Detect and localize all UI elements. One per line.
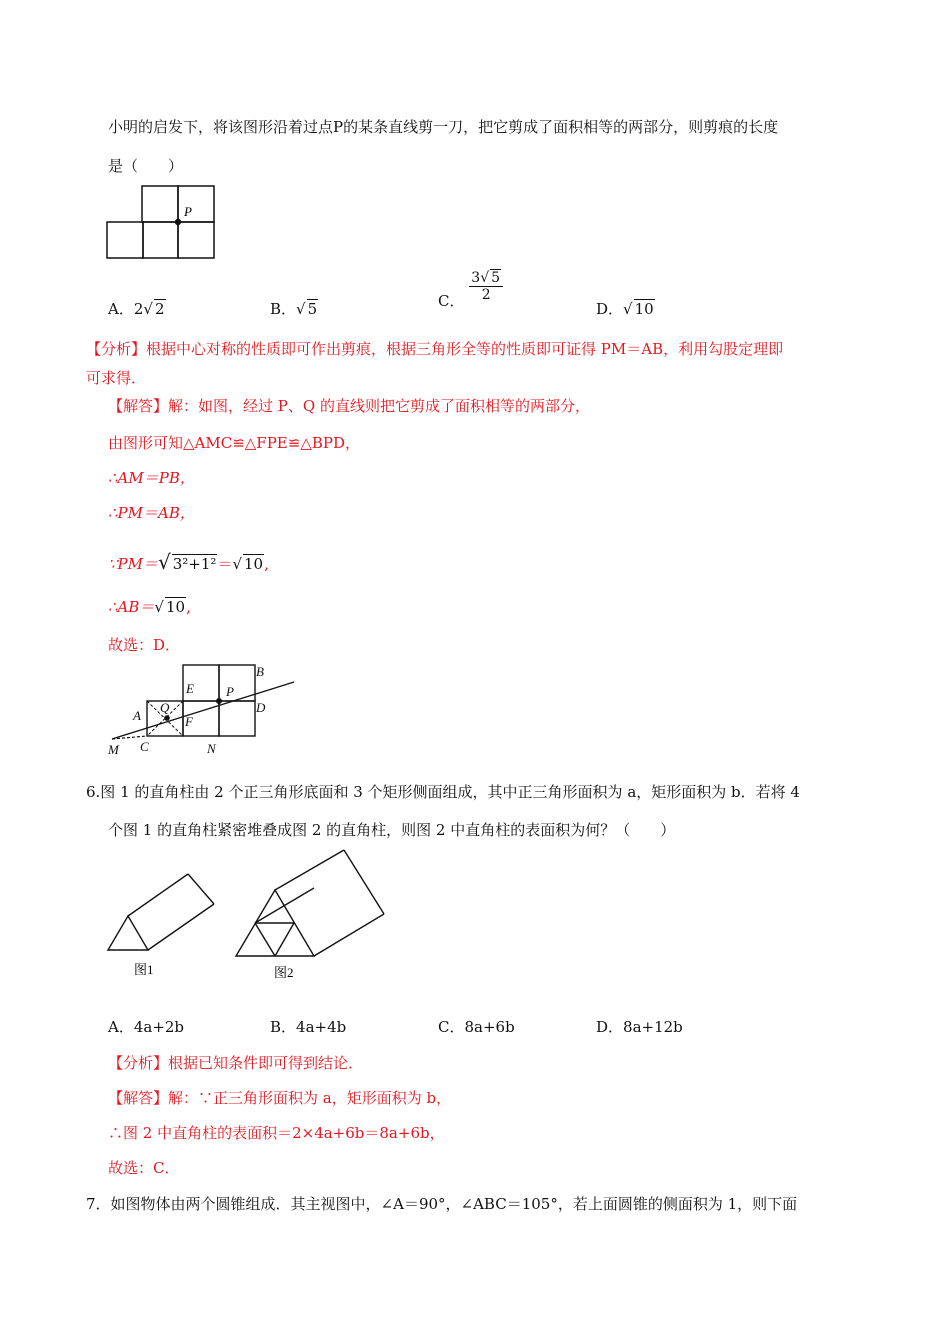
q6-option-d[interactable]: D．8a+12b: [596, 1018, 683, 1036]
q5-answer-line2: 由图形可知△AMC≌△FPE≌△BPD，: [108, 434, 361, 452]
q5-analysis-line1: 【分析】根据中心对称的性质即可作出剪痕，根据三角形全等的性质即可证得 PM＝AB，利用勾股定理即: [86, 340, 784, 358]
q7-text-line1: 7．如图物体由两个圆锥组成．其主视图中，∠A＝90°，∠ABC＝105°，若上面圆锥的侧面积为 1，则下面: [86, 1195, 798, 1213]
q5-text-line2: 是（ ）: [108, 157, 184, 175]
svg-text:B: B: [256, 664, 264, 679]
q5-answer-line3: ∴AM＝PB，: [108, 469, 195, 487]
q5-cut-figure: [104, 660, 304, 760]
q5-analysis-line2: 可求得．: [86, 369, 147, 387]
sqrt-icon: √: [296, 300, 306, 318]
q5-answer-line4: ∴PM＝AB，: [108, 504, 195, 522]
q5-answer-line6: ∴AB＝√ 10,: [108, 598, 191, 616]
svg-text:M: M: [108, 742, 119, 757]
point-p-dot: [175, 219, 181, 225]
q6-option-b[interactable]: B．4a+4b: [270, 1018, 347, 1036]
sqrt-icon: √: [623, 300, 633, 318]
q6-option-c[interactable]: C．8a+6b: [438, 1018, 515, 1036]
fig2-caption: 图2: [274, 965, 294, 980]
svg-text:A: A: [133, 708, 141, 723]
sqrt-icon: √: [143, 300, 153, 318]
q5-option-d[interactable]: D．√ 10: [596, 300, 654, 318]
q5-option-b[interactable]: B．√ 5: [270, 300, 318, 318]
q5-grid-figure: [106, 185, 218, 261]
q6-text-line2: 个图 1 的直角柱紧密堆叠成图 2 的直角柱，则图 2 中直角柱的表面积为何？（ ）: [108, 821, 676, 839]
svg-text:E: E: [186, 681, 194, 696]
sqrt-icon: √: [480, 270, 490, 286]
q5-answer-line5: ∵PM＝√ 3²+1²＝√ 10,: [108, 550, 269, 574]
q6-answer-line1: 【解答】解：∵正三角形面积为 a，矩形面积为 b，: [108, 1089, 452, 1107]
svg-text:P: P: [226, 684, 234, 699]
q5-text-line1: 小明的启发下，将该图形沿着过点P的某条直线剪一刀，把它剪成了面积相等的两部分，则剪痕的长度: [108, 118, 779, 136]
svg-text:C: C: [140, 739, 149, 754]
q6-analysis: 【分析】根据已知条件即可得到结论．: [108, 1054, 364, 1072]
q6-answer-choice: 故选：C．: [108, 1159, 180, 1177]
q6-answer-line2: ∴图 2 中直角柱的表面积＝2×4a+6b＝8a+6b，: [108, 1124, 445, 1142]
sqrt-icon: √: [158, 550, 171, 574]
q6-prism-figures: [104, 846, 394, 981]
fig1-caption: 图1: [134, 962, 154, 977]
sqrt-icon: √: [154, 598, 164, 616]
svg-text:D: D: [256, 700, 266, 715]
sqrt-icon: √: [232, 555, 243, 573]
svg-text:F: F: [185, 714, 193, 729]
q5-option-a[interactable]: A．2√ 2: [108, 300, 165, 318]
svg-text:Q: Q: [160, 700, 170, 715]
fraction: $\frac{3√ 5}{2}$: [469, 270, 503, 303]
q5-answer-line1: 【解答】解：如图，经过 P、Q 的直线则把它剪成了面积相等的两部分，: [108, 397, 590, 415]
q6-text-line1: 6.图 1 的直角柱由 2 个正三角形底面和 3 个矩形侧面组成，其中正三角形面积为 a，矩形面积为 b．若将 4: [86, 783, 800, 801]
q6-option-a[interactable]: A．4a+2b: [108, 1018, 185, 1036]
label-p: P: [184, 204, 192, 219]
q5-option-c[interactable]: C． $\frac{3√ 5}{2}$: [438, 270, 503, 303]
q5-answer-choice: 故选：D．: [108, 636, 181, 654]
svg-text:N: N: [207, 741, 216, 756]
